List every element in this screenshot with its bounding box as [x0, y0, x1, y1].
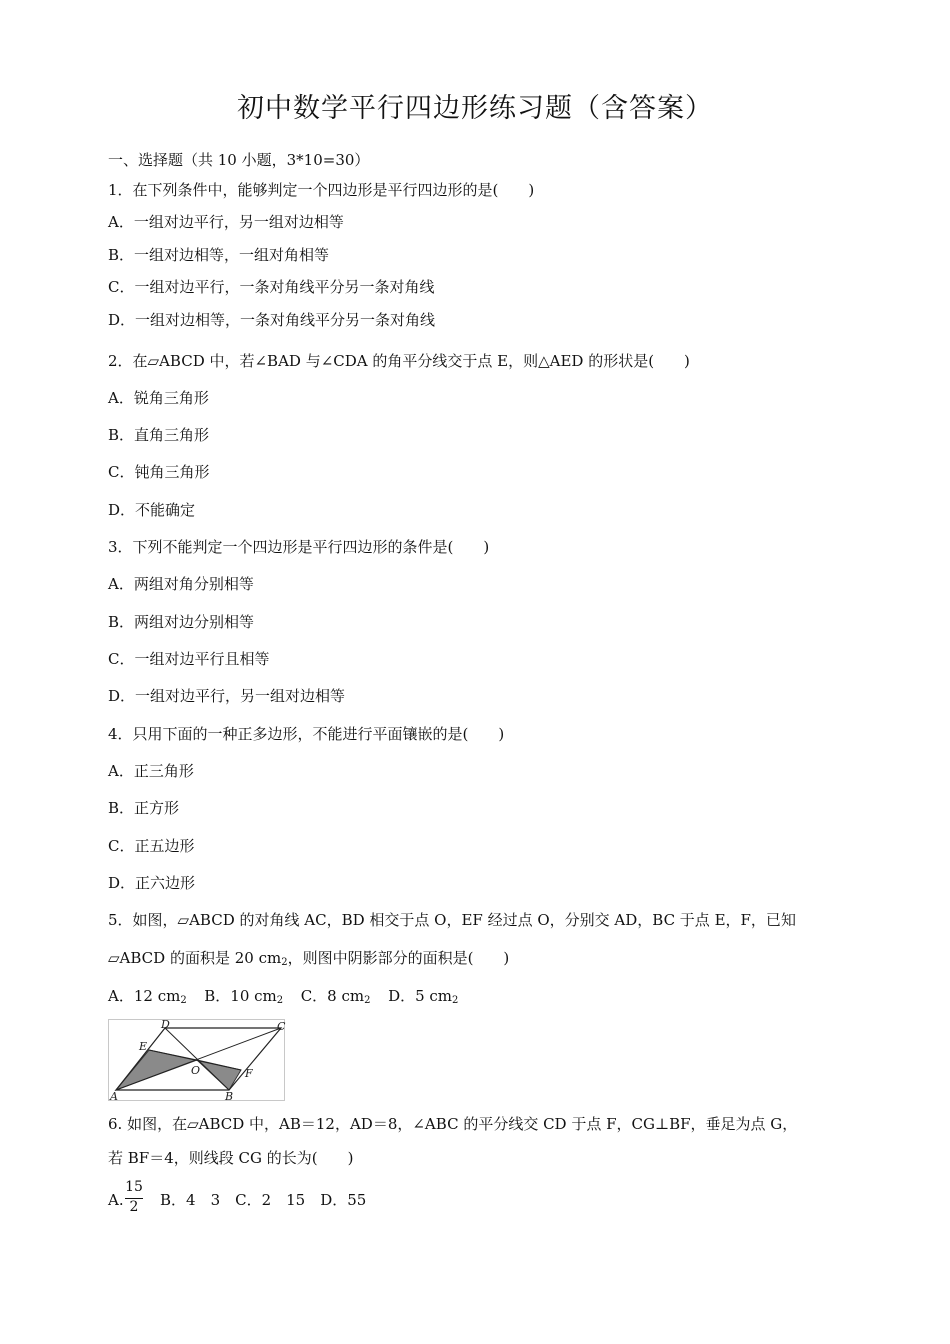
question-4-stem: 4．只用下面的一种正多边形，不能进行平面镶嵌的是( ): [108, 725, 505, 743]
question-5-stem-line-2: [108, 948, 509, 973]
section-heading: 一、选择题（共 10 小题，3*10=30）: [108, 151, 370, 169]
shaded-triangle-left: [116, 1050, 197, 1090]
question-6-stem-line-2: 若 BF＝4，则线段 CG 的长为( ): [108, 1149, 354, 1167]
label-e: E: [139, 1040, 148, 1053]
label-a: A: [110, 1090, 118, 1102]
question-1-option-d: D．一组对边相等，一条对角线平分另一条对角线: [108, 311, 436, 329]
question-3-stem: 3．下列不能判定一个四边形是平行四边形的条件是( ): [108, 538, 490, 556]
question-5-option-d: D．5 $cm_2$: [388, 987, 459, 1006]
question-2-option-c: C．钝角三角形: [108, 463, 210, 481]
question-5-option-c: C．8 $cm_2$: [300, 987, 371, 1006]
question-5-stem-line-1: 5．如图，▱ABCD 的对角线 AC，BD 相交于点 O，EF 经过点 O，分别交 AD，BC 于点 E，F，已知: [108, 911, 796, 929]
question-1-option-a: A．一组对边平行，另一组对边相等: [108, 213, 344, 231]
question-5-stem-part-a: ▱ABCD 的面积是 20 cm: [108, 949, 282, 967]
question-1-option-b: B．一组对边相等，一组对角相等: [108, 246, 330, 264]
shaded-triangle-right: [197, 1060, 241, 1090]
question-6-stem-line-1: 6. 如图，在▱ABCD 中，AB＝12，AD＝8，∠ABC 的平分线交 CD 于点 F，CG⊥BF，垂足为点 G，: [108, 1115, 798, 1133]
label-d: D: [161, 1020, 170, 1031]
question-3-option-d: D．一组对边平行，另一组对边相等: [108, 687, 346, 705]
question-6-options-rest: B．4 3 C．2 15 D．55: [160, 1191, 367, 1209]
parallelogram-diagram: [109, 1020, 286, 1102]
question-3-option-b: B．两组对边分别相等: [108, 613, 255, 631]
question-5-option-a: A．12 $cm_2$: [108, 987, 187, 1006]
question-5-option-b: B．10 $cm_2$: [204, 987, 284, 1006]
question-4-option-d: D．正六边形: [108, 874, 196, 892]
parallelogram-figure: [108, 1019, 285, 1101]
question-2-stem: 2．在▱ABCD 中，若∠BAD 与∠CDA 的角平分线交于点 E，则△AED 的形状是( ): [108, 352, 690, 370]
question-4-option-a: A．正三角形: [108, 762, 194, 780]
question-5-stem-superscript: 2: [281, 957, 288, 968]
question-2-option-a: A．锐角三角形: [108, 389, 209, 407]
label-b: B: [225, 1090, 234, 1102]
question-4-option-b: B．正方形: [108, 799, 180, 817]
page-title: 初中数学平行四边形练习题（含答案）: [237, 93, 713, 124]
question-6-option-a-numerator: 15: [125, 1179, 143, 1195]
label-f: F: [245, 1067, 253, 1080]
question-3-option-c: C．一组对边平行且相等: [108, 650, 270, 668]
question-5-options: [108, 986, 458, 1011]
question-6-option-a-prefix: A.: [108, 1191, 124, 1209]
label-o: O: [191, 1064, 201, 1077]
question-2-option-b: B．直角三角形: [108, 426, 210, 444]
question-5-stem-part-b: ，则图中阴影部分的面积是( ): [287, 949, 510, 967]
question-4-option-c: C．正五边形: [108, 837, 195, 855]
question-3-option-a: A．两组对角分别相等: [108, 575, 254, 593]
label-c: C: [277, 1020, 286, 1033]
question-6-option-a-denominator: 2: [129, 1199, 139, 1215]
question-1-stem: 1．在下列条件中，能够判定一个四边形是平行四边形的是( ): [108, 181, 535, 199]
question-1-option-c: C．一组对边平行，一条对角线平分另一条对角线: [108, 278, 435, 296]
question-2-option-d: D．不能确定: [108, 501, 196, 519]
